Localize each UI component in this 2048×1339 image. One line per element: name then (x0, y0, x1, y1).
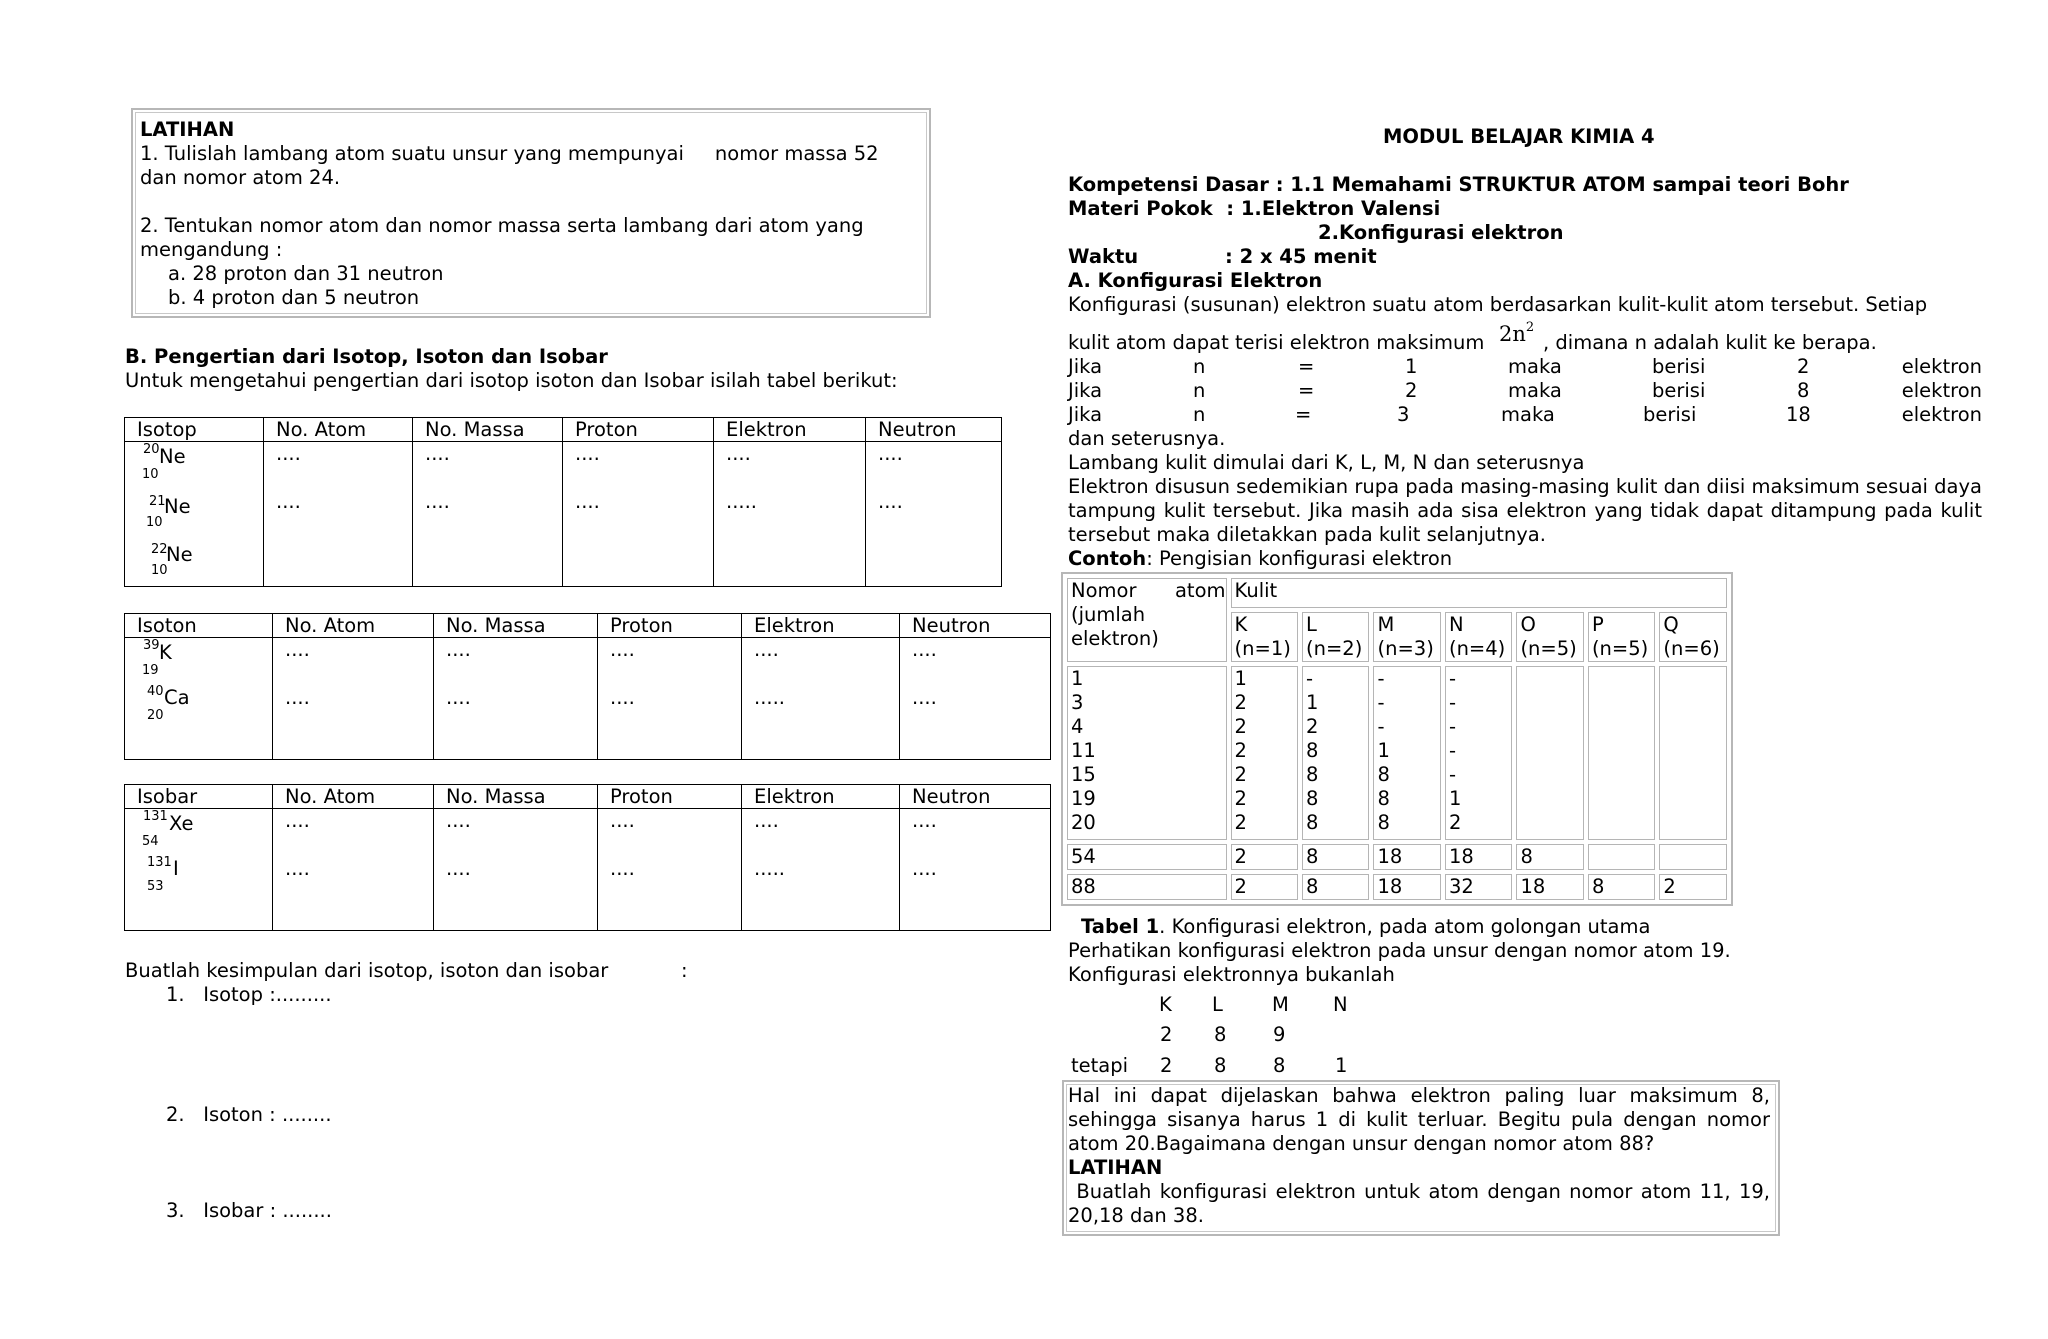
caption-text: . Konfigurasi elektron, pada atom golongan utama (1159, 915, 1651, 938)
isotop-nuclides-cell (125, 442, 264, 587)
nuclide-atomic: 10 (142, 467, 159, 482)
nuclide-mass: 40 (147, 684, 164, 699)
cfg-header-k: K (1159, 993, 1172, 1016)
table-cell: - (1448, 691, 1457, 714)
table-cell: - (1306, 667, 1314, 690)
block-shell-o (1516, 666, 1583, 840)
jika-n: n (1193, 379, 1206, 402)
cfg-header-l: L (1212, 993, 1223, 1016)
shell-letter: M (1377, 613, 1395, 636)
row88-cell: 2 (1231, 874, 1298, 900)
row88-cell: 18 (1373, 874, 1440, 900)
contoh-text: : Pengisian konfigurasi elektron (1146, 547, 1453, 570)
table-cell: 8 (1377, 811, 1390, 834)
answer-blank[interactable]: .... (610, 857, 635, 880)
table-cell: 8 (1306, 739, 1319, 762)
shell-n: (n=1) (1234, 637, 1291, 660)
jika-maka: maka (1508, 355, 1562, 378)
answer-blank[interactable]: .... (912, 857, 937, 880)
section-a-title: A. Konfigurasi Elektron (1068, 269, 1323, 292)
shell-letter: K (1234, 613, 1248, 636)
answer-blank[interactable]: .... (575, 442, 600, 465)
answer-blank[interactable]: .... (610, 809, 635, 832)
formula-2n2 (1499, 322, 1534, 350)
answer-blank[interactable]: .... (285, 638, 310, 661)
jika-berisi: berisi (1643, 403, 1697, 426)
nuclide-symbol: Ca (164, 686, 190, 709)
materi-pokok-2: 2.Konfigurasi elektron (1318, 221, 1564, 244)
isobar-header-elektron: Elektron (742, 785, 900, 809)
shell-l-header (1302, 612, 1369, 662)
shell-letter: N (1448, 613, 1464, 636)
answer-blank[interactable]: .... (425, 442, 450, 465)
cfg-right-l: 8 (1214, 1054, 1227, 1077)
answer-blank[interactable]: .... (610, 638, 635, 661)
answer-blank[interactable]: .... (912, 686, 937, 709)
nuclide-symbol: Ne (159, 445, 186, 468)
answer-blank[interactable]: .... (726, 442, 751, 465)
row88-cell: 18 (1516, 874, 1583, 900)
isotop-header-no-massa: No. Massa (413, 418, 563, 442)
para1-line2b: , dimana n adalah kulit ke berapa. (1543, 331, 1877, 354)
shell-o-header (1516, 612, 1583, 662)
table-cell: 1 (1234, 667, 1247, 690)
kesimpulan-item-isotop: 1. Isotop :......... (166, 983, 332, 1006)
table-cell: 1 (1448, 787, 1462, 810)
answer-blank[interactable]: .... (878, 490, 903, 513)
jika-row-2 (1068, 379, 1982, 403)
cfg-right-k: 2 (1160, 1054, 1173, 1077)
table-caption (1081, 915, 1650, 939)
latihan-q2-line2: mengandung : (140, 238, 283, 261)
isoton-elektron-cell (742, 638, 900, 760)
nuclide-mass: 131 (147, 855, 172, 870)
table-cell: 2 (1448, 811, 1462, 834)
answer-blank[interactable]: .... (446, 809, 471, 832)
answer-blank[interactable]: .... (610, 686, 635, 709)
shell-n: (n=3) (1377, 637, 1434, 660)
nuclide-mass: 21 (149, 494, 166, 509)
shell-letter: Q (1663, 613, 1679, 636)
nuclide-mass: 20 (143, 442, 160, 457)
lambang-kulit: Lambang kulit dimulai dari K, L, M, N dan seterusnya (1068, 451, 1585, 474)
nuclide-k39 (125, 638, 272, 686)
answer-blank[interactable]: .... (878, 442, 903, 465)
latihan-q2-b: b. 4 proton dan 5 neutron (168, 286, 420, 309)
nuclide-i131 (125, 857, 272, 905)
isotop-no-atom-cell (264, 442, 413, 587)
penjelasan-text: Hal ini dapat dijelaskan bahwa elektron paling luar maksimum 8, sehingga sisanya harus 1 di kulit terluar. Begitu pula dengan nomor atom 20.Bagaimana dengan unsur dengan nomor atom 88? (1068, 1084, 1770, 1155)
answer-blank[interactable]: .... (446, 857, 471, 880)
isoton-header-elektron: Elektron (742, 614, 900, 638)
jika-value: 1 (1405, 355, 1418, 378)
jika-maka: maka (1501, 403, 1555, 426)
table-cell: 20 (1071, 811, 1096, 834)
table-cell: 2 (1234, 763, 1247, 786)
cfg-wrong-k: 2 (1160, 1023, 1173, 1046)
table-cell: 4 (1071, 715, 1084, 738)
block-shell-l (1302, 666, 1369, 840)
nuclide-symbol: K (159, 641, 172, 664)
waktu-label: Waktu (1068, 245, 1139, 268)
latihan2-title: LATIHAN (1068, 1156, 1163, 1179)
kesimpulan-title: Buatlah kesimpulan dari isotop, isoton dan isobar (125, 959, 609, 982)
isobar-elektron-cell (742, 809, 900, 931)
isoton-nuclides-cell (125, 638, 273, 760)
cfg-wrong-l: 8 (1214, 1023, 1227, 1046)
section-b-intro: Untuk mengetahui pengertian dari isotop isoton dan Isobar isilah tabel berikut: (125, 369, 898, 392)
isotop-neutron-cell (866, 442, 1002, 587)
isobar-header-isobar: Isobar (125, 785, 273, 809)
jika-n: n (1193, 355, 1206, 378)
answer-blank[interactable]: .... (276, 442, 301, 465)
kesimpulan-colon: : (681, 959, 688, 982)
isotop-proton-cell (563, 442, 714, 587)
isoton-header-isoton: Isoton (125, 614, 273, 638)
table-cell: 15 (1071, 763, 1096, 786)
latihan-q1-line2: dan nomor atom 24. (140, 166, 341, 189)
table-cell: - (1377, 667, 1385, 690)
table-cell: - (1377, 691, 1385, 714)
nuclide-ne21 (125, 490, 263, 538)
cfg-header-m: M (1272, 993, 1289, 1016)
jika-count: 18 (1786, 403, 1811, 426)
isobar-neutron-cell (900, 809, 1051, 931)
dan-seterusnya: dan seterusnya. (1068, 427, 1226, 450)
nuclide-mass: 131 (143, 809, 168, 824)
row88-cell: 88 (1067, 874, 1227, 900)
table-cell: 1 (1377, 739, 1390, 762)
contoh-label: Contoh (1068, 547, 1147, 570)
jika-elektron: elektron (1901, 379, 1982, 402)
cfg-right-m: 8 (1273, 1054, 1286, 1077)
isobar-table (124, 784, 1051, 931)
waktu-value: : 2 x 45 menit (1225, 245, 1377, 268)
jika-row-1 (1068, 355, 1982, 379)
block-shell-m (1373, 666, 1440, 840)
table-cell: 8 (1306, 787, 1319, 810)
latihan-q2-a: a. 28 proton dan 31 neutron (168, 262, 444, 285)
nomor-atom-header: Nomor atom (jumlah elektron) (1067, 578, 1227, 662)
answer-blank[interactable]: ..... (754, 686, 785, 709)
kulit-header: Kulit (1231, 578, 1727, 608)
answer-blank[interactable]: .... (425, 490, 450, 513)
jika-row-3 (1068, 403, 1982, 427)
answer-blank[interactable]: .... (754, 638, 779, 661)
section-b-title: B. Pengertian dari Isotop, Isoton dan Isobar (125, 345, 608, 368)
table-cell: 2 (1234, 715, 1247, 738)
isoton-header-neutron: Neutron (900, 614, 1051, 638)
isotop-table (124, 417, 1002, 587)
table-cell: 1 (1306, 691, 1319, 714)
isobar-nuclides-cell (125, 809, 273, 931)
jika-maka: maka (1508, 379, 1562, 402)
cfg-right-n: 1 (1335, 1054, 1348, 1077)
latihan-title: LATIHAN (140, 118, 235, 141)
isobar-no-massa-cell (434, 809, 598, 931)
nuclide-symbol: Xe (169, 812, 194, 835)
formula-exponent: 2 (1525, 320, 1535, 335)
block-shell-q (1659, 666, 1727, 840)
table-cell: 8 (1377, 787, 1390, 810)
shell-letter: P (1591, 613, 1604, 636)
para1-line1: Konfigurasi (susunan) elektron suatu atom berdasarkan kulit-kulit atom tersebut. Setiap (1068, 293, 1928, 316)
row54-cell: 54 (1067, 844, 1227, 870)
kulit-table (1061, 572, 1733, 906)
isotop-header-isotop: Isotop (125, 418, 264, 442)
shell-letter: O (1520, 613, 1536, 636)
answer-blank[interactable]: .... (285, 686, 310, 709)
block-atom-numbers (1067, 666, 1227, 840)
materi-pokok: Materi Pokok : 1.Elektron Valensi (1068, 197, 1441, 220)
block-shell-k (1231, 666, 1298, 840)
table-cell: 2 (1234, 787, 1247, 810)
contoh-line (1068, 547, 1452, 571)
isotop-header-no-atom: No. Atom (264, 418, 413, 442)
para2: Elektron disusun sedemikian rupa pada masing-masing kulit dan diisi maksimum sesuai daya tampung kulit tersebut. Jika masih ada sisa elektron yang tidak dapat ditampung pada kulit tersebut maka diletakkan pada kulit selanjutnya. (1068, 475, 1982, 546)
cfg-header-n: N (1333, 993, 1348, 1016)
jika-count: 8 (1797, 379, 1810, 402)
isoton-proton-cell (598, 638, 742, 760)
shell-n: (n=6) (1663, 637, 1720, 660)
jika-count: 2 (1797, 355, 1810, 378)
answer-blank[interactable]: .... (912, 638, 937, 661)
shell-n: (n=5) (1591, 637, 1649, 660)
nuclide-symbol: I (173, 857, 179, 880)
isotop-elektron-cell (714, 442, 866, 587)
isobar-header-proton: Proton (598, 785, 742, 809)
table-cell: 11 (1071, 739, 1096, 762)
row54-cell (1588, 844, 1655, 870)
row54-cell: 8 (1302, 844, 1369, 870)
nuclide-symbol: Ne (166, 543, 193, 566)
kesimpulan-item-isoton: 2. Isoton : ........ (166, 1103, 332, 1126)
isotop-header-elektron: Elektron (714, 418, 866, 442)
shell-q-header (1659, 612, 1727, 662)
nuclide-mass: 39 (143, 638, 160, 653)
row54-cell: 18 (1445, 844, 1512, 870)
kesimpulan-item-isobar: 3. Isobar : ........ (166, 1199, 332, 1222)
formula-base: 2n (1499, 322, 1526, 346)
block-shell-n (1445, 666, 1512, 840)
nuclide-xe131 (125, 809, 272, 857)
jika-word: Jika (1068, 403, 1103, 426)
nuclide-atomic: 20 (147, 708, 164, 723)
row54-cell: 8 (1516, 844, 1583, 870)
shell-k-header (1231, 612, 1298, 662)
jika-berisi: berisi (1652, 379, 1706, 402)
latihan-q2-line1: 2. Tentukan nomor atom dan nomor massa serta lambang dari atom yang (140, 214, 864, 237)
answer-blank[interactable]: .... (754, 809, 779, 832)
kompetensi-dasar: Kompetensi Dasar : 1.1 Memahami STRUKTUR ATOM sampai teori Bohr (1068, 173, 1849, 196)
cfg-tetapi: tetapi (1071, 1054, 1129, 1077)
isoton-no-atom-cell (273, 638, 434, 760)
table-cell: - (1377, 715, 1385, 738)
isobar-header-no-atom: No. Atom (273, 785, 434, 809)
latihan2-task: Buatlah konfigurasi elektron untuk atom dengan nomor atom 11, 19, 20,18 dan 38. (1068, 1180, 1777, 1227)
table-cell: 19 (1071, 787, 1096, 810)
nuclide-ca40 (125, 686, 272, 734)
table-cell: 8 (1377, 763, 1390, 786)
table-cell: 3 (1071, 691, 1084, 714)
nuclide-mass: 22 (151, 542, 168, 557)
row54-cell (1659, 844, 1727, 870)
table-cell: - (1448, 763, 1457, 786)
jika-value: 3 (1397, 403, 1410, 426)
shell-p-header (1588, 612, 1655, 662)
table-cell: - (1448, 715, 1457, 738)
table-cell: 1 (1071, 667, 1084, 690)
jika-eq: = (1298, 355, 1315, 378)
row54-cell: 2 (1231, 844, 1298, 870)
nuclide-atomic: 54 (142, 834, 159, 849)
nuclide-ne20 (125, 442, 263, 490)
block-shell-p (1588, 666, 1655, 840)
jika-word: Jika (1068, 355, 1103, 378)
isobar-header-neutron: Neutron (900, 785, 1051, 809)
answer-blank[interactable]: .... (285, 809, 310, 832)
row88-cell: 2 (1659, 874, 1727, 900)
answer-blank[interactable]: .... (446, 638, 471, 661)
isoton-header-proton: Proton (598, 614, 742, 638)
row54-cell: 18 (1373, 844, 1440, 870)
answer-blank[interactable]: .... (912, 809, 937, 832)
table-cell: 2 (1306, 715, 1319, 738)
row88-cell: 8 (1302, 874, 1369, 900)
shell-n-header (1445, 612, 1512, 662)
nuclide-atomic: 10 (151, 563, 168, 578)
modul-title: MODUL BELAJAR KIMIA 4 (1383, 125, 1655, 148)
cfg-wrong-m: 9 (1273, 1023, 1286, 1046)
answer-blank[interactable]: .... (446, 686, 471, 709)
nuclide-ne22 (125, 538, 263, 586)
table-cell: 8 (1306, 811, 1319, 834)
isoton-neutron-cell (900, 638, 1051, 760)
shell-n: (n=5) (1520, 637, 1577, 660)
table-cell: - (1448, 667, 1457, 690)
table-cell: 2 (1234, 691, 1247, 714)
row88-cell: 8 (1588, 874, 1655, 900)
jika-n: n (1193, 403, 1206, 426)
table-cell: 2 (1234, 739, 1247, 762)
answer-blank[interactable]: ..... (754, 857, 785, 880)
isotop-header-proton: Proton (563, 418, 714, 442)
answer-blank[interactable]: .... (276, 490, 301, 513)
table-cell: 2 (1234, 811, 1247, 834)
isoton-header-no-massa: No. Massa (434, 614, 598, 638)
nuclide-atomic: 53 (147, 879, 164, 894)
isoton-table (124, 613, 1051, 760)
shell-letter: L (1306, 613, 1317, 636)
isoton-header-no-atom: No. Atom (273, 614, 434, 638)
para1-line2a: kulit atom dapat terisi elektron maksimum (1068, 331, 1485, 354)
answer-blank[interactable]: .... (285, 857, 310, 880)
table-cell: 8 (1306, 763, 1319, 786)
isotop-header-neutron: Neutron (866, 418, 1002, 442)
nuclide-symbol: Ne (164, 495, 191, 518)
caption-label: Tabel 1 (1081, 915, 1160, 938)
row88-cell: 32 (1445, 874, 1512, 900)
shell-n: (n=2) (1306, 637, 1363, 660)
jika-eq: = (1295, 403, 1312, 426)
nuclide-atomic: 19 (142, 663, 159, 678)
shell-m-header (1373, 612, 1440, 662)
latihan-q1-line1: 1. Tulislah lambang atom suatu unsur yang mempunyai nomor massa 52 (140, 142, 879, 165)
table-cell: - (1448, 739, 1457, 762)
jika-word: Jika (1068, 379, 1103, 402)
isoton-no-massa-cell (434, 638, 598, 760)
isobar-no-atom-cell (273, 809, 434, 931)
isobar-header-no-massa: No. Massa (434, 785, 598, 809)
jika-elektron: elektron (1901, 355, 1982, 378)
answer-blank[interactable]: ..... (726, 490, 757, 513)
perhatikan-text: Perhatikan konfigurasi elektron pada unsur dengan nomor atom 19. (1068, 939, 1731, 962)
nuclide-atomic: 10 (146, 515, 163, 530)
bukanlah-text: Konfigurasi elektronnya bukanlah (1068, 963, 1395, 986)
jika-eq: = (1298, 379, 1315, 402)
shell-n: (n=4) (1448, 637, 1506, 660)
jika-elektron: elektron (1901, 403, 1982, 426)
jika-value: 2 (1405, 379, 1418, 402)
answer-blank[interactable]: .... (575, 490, 600, 513)
isotop-no-massa-cell (413, 442, 563, 587)
jika-berisi: berisi (1652, 355, 1706, 378)
isobar-proton-cell (598, 809, 742, 931)
